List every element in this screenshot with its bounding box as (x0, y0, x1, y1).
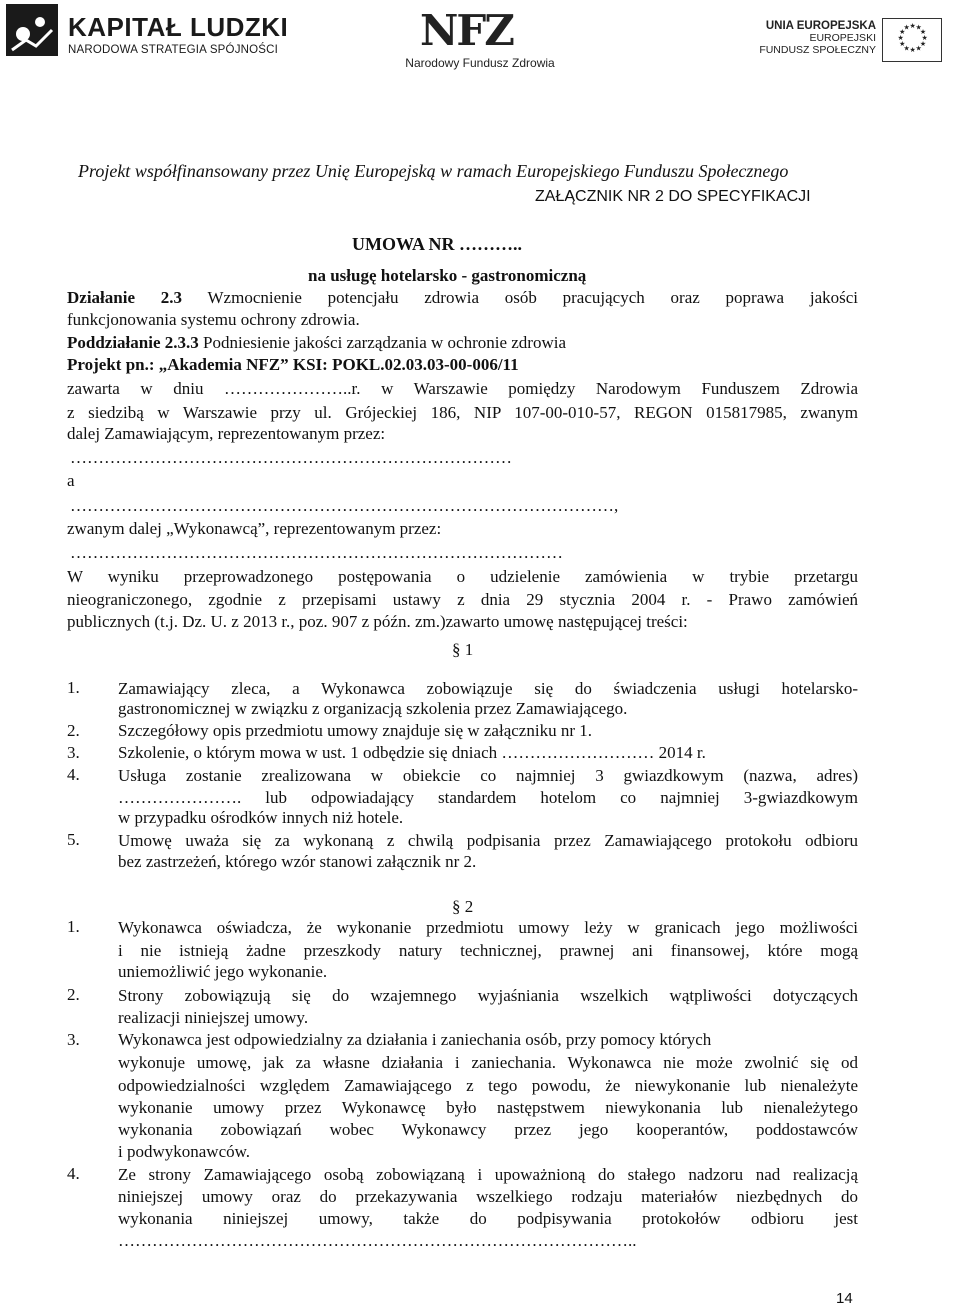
s2-item4-num: 4. (67, 1164, 80, 1183)
ue-line1: UNIA EUROPEJSKA (765, 20, 876, 32)
s1-item2-num: 2. (67, 721, 80, 740)
s1-item4-line2: …………………. lub odpowiadający standardem hotelom co najmniej 3-gwiazdkowym (118, 788, 858, 807)
result-line2: nieograniczonego, zgodnie z przepisami ustawy z dnia 29 stycznia 2004 r. - Prawo zamówień (67, 590, 858, 609)
page-number: 14 (836, 1290, 853, 1307)
ue-line2: EUROPEJSKI (809, 32, 876, 44)
s2-item3-line1: Wykonawca jest odpowiedzialny za działania i zaniechania osób, przy pomocy których (118, 1030, 712, 1049)
s2-item1-line3: uniemożliwić jego wykonanie. (118, 962, 328, 981)
s2-item3-line6: i podwykonawców. (118, 1142, 251, 1161)
s2-item3-line3: odpowiedzialności względem Zamawiającego z tego powodu, że niewykonanie lub nienależyte (118, 1076, 858, 1095)
svg-text:★: ★ (921, 34, 928, 42)
nfz-mark: NFZ (420, 6, 513, 55)
s1-item1-num: 1. (67, 678, 80, 697)
s1-item5-num: 5. (67, 830, 80, 849)
s2-item1-line2: i nie istnieją żadne przeszkody natury technicznej, prawnej ani finansowej, które mogą (118, 941, 858, 960)
svg-text:★: ★ (899, 28, 906, 36)
s2-item3-line5: wykonania zobowiązań wobec Wykonawcy przez jego kooperantów, poddostawców (118, 1120, 858, 1139)
project-name: Projekt pn.: „Akademia NFZ” KSI: POKL.02.03.03-00-006/11 (67, 355, 519, 374)
s2-item4-line2: niniejszej umowy oraz do przekazywania wszelkiego rodzaju materiałów niezbędnych do (118, 1187, 858, 1206)
svg-text:★: ★ (903, 44, 910, 53)
section-2-heading: § 2 (452, 897, 474, 916)
action-number: 2.3 (160, 288, 183, 307)
ue-text (738, 20, 876, 56)
action-text: Wzmocnienie potencjału zdrowia osób pracujących oraz poprawa jakości (207, 288, 858, 307)
s2-item3-line2: wykonuje umowę, jak za własne działania i zaniechania. Wykonawca nie może zwolnić się od (118, 1053, 858, 1072)
kapital-ludzki-emblem-icon (6, 4, 58, 56)
result-line1: W wyniku przeprowadzonego postępowania o udzielenie zamówienia w trybie przetargu (67, 567, 858, 586)
s1-item5-line2: bez zastrzeżeń, którego wzór stanowi załącznik nr 2. (118, 852, 477, 871)
s1-item3-line1: Szkolenie, o którym mowa w ust. 1 odbędzie się dniach ……………………… 2014 r. (118, 743, 706, 762)
action-line1 (67, 287, 858, 308)
s2-item1-line1: Wykonawca oświadcza, że wykonanie przedmiotu umowy leży w granicach jego możliwości (118, 918, 858, 937)
concluded-line3: dalej Zamawiającym, reprezentowanym przez: (67, 424, 386, 443)
eu-flag-icon (882, 18, 942, 62)
result-line3: publicznych (t.j. Dz. U. z 2013 r., poz. 907 z późn. zm.)zawarto umowę następującej treści: (67, 612, 688, 631)
s2-item1-num: 1. (67, 917, 80, 936)
contractor-rep-dots: …………………………………………………………………………… (70, 543, 563, 562)
s1-item4-line3: w przypadku ośrodków innych niż hotele. (118, 808, 404, 827)
s2-item4-line3: wykonania niniejszej umowy, także do podpisywania protokołów odbioru jest (118, 1209, 858, 1228)
section-1-heading: § 1 (452, 640, 474, 659)
svg-text:★: ★ (909, 46, 916, 54)
svg-text:★: ★ (903, 23, 910, 32)
kapital-ludzki-logo (6, 4, 289, 74)
subaction-line (67, 333, 566, 353)
s1-item4-line1: Usługa zostanie zrealizowana w obiekcie co najmniej 3 gwiazdkowym (nazwa, adres) (118, 766, 858, 785)
ue-line3: FUNDUSZ SPOŁECZNY (759, 44, 876, 56)
and-connector: a (67, 471, 75, 490)
action-label: Działanie (67, 288, 135, 307)
attachment-label: ZAŁĄCZNIK NR 2 DO SPECYFIKACJI (535, 188, 811, 205)
svg-text:★: ★ (909, 22, 916, 30)
contractor-line: zwanym dalej „Wykonawcą”, reprezentowanym przez: (67, 519, 442, 538)
kapital-ludzki-title: KAPITAŁ LUDZKI (68, 12, 289, 42)
nfz-subtitle: Narodowy Fundusz Zdrowia (405, 56, 555, 70)
nfz-logo (400, 6, 560, 72)
s1-item2-line1: Szczegółowy opis przedmiotu umowy znajduje się w załączniku nr 1. (118, 721, 592, 740)
signatory-dots: …………………………………………………………………… (70, 448, 512, 467)
subaction-text: Podniesienie jakości zarządzania w ochronie zdrowia (203, 333, 567, 352)
s2-item4-line4: ……………………………………………………………………………….. (118, 1231, 637, 1250)
s2-item3-num: 3. (67, 1030, 80, 1049)
s1-item1-line2: gastronomicznej w związku z organizacją szkolenia przez Zamawiającego. (118, 699, 628, 718)
svg-text:★: ★ (919, 40, 927, 48)
svg-text:★: ★ (915, 23, 922, 32)
svg-text:★: ★ (919, 28, 927, 36)
s1-item4-num: 4. (67, 765, 80, 784)
cofinanced-note: Projekt współfinansowany przez Unię Europejską w ramach Europejskiego Funduszu Społecznego (78, 161, 789, 181)
action-line2: funkcjonowania systemu ochrony zdrowia. (67, 310, 360, 329)
s2-item3-line4: wykonanie umowy przez Wykonawcę było następstwem niewykonania lub nienależytego (118, 1098, 858, 1117)
s2-item2-line2: realizacji niniejszej umowy. (118, 1008, 309, 1027)
contract-title: UMOWA NR ……….. (352, 234, 522, 254)
subaction-label: Poddziałanie 2.3.3 (67, 333, 199, 352)
logo-header (0, 0, 960, 80)
kapital-ludzki-subtitle: NARODOWA STRATEGIA SPÓJNOŚCI (68, 44, 279, 56)
s1-item5-line1: Umowę uważa się za wykonaną z chwilą podpisania przez Zamawiającego protokołu odbioru (118, 831, 858, 850)
s2-item4-line1: Ze strony Zamawiającego osobą zobowiązaną i upoważnioną do stałego nadzoru nad realizacją (118, 1165, 858, 1184)
ue-efs-logo (738, 18, 943, 68)
contract-subject: na usługę hotelarsko - gastronomiczną (308, 266, 587, 285)
s2-item2-num: 2. (67, 985, 80, 1004)
concluded-line1: zawarta w dniu …………………..r. w Warszawie pomiędzy Narodowym Funduszem Zdrowia (67, 379, 858, 398)
s1-item1-line1: Zamawiający zleca, a Wykonawca zobowiązuje się do świadczenia usługi hotelarsko- (118, 679, 858, 698)
svg-text:★: ★ (897, 34, 904, 42)
contractor-dots: ……………………………………………………………………………………, (70, 496, 619, 515)
concluded-line2: z siedzibą w Warszawie przy ul. Grójeckiej 186, NIP 107-00-010-57, REGON 015817985, zwanym (67, 403, 858, 422)
svg-text:★: ★ (915, 44, 922, 53)
svg-text:★: ★ (899, 40, 906, 48)
s2-item2-line1: Strony zobowiązują się do wzajemnego wyjaśniania wszelkich wątpliwości dotyczących (118, 986, 858, 1005)
s1-item3-num: 3. (67, 743, 80, 762)
